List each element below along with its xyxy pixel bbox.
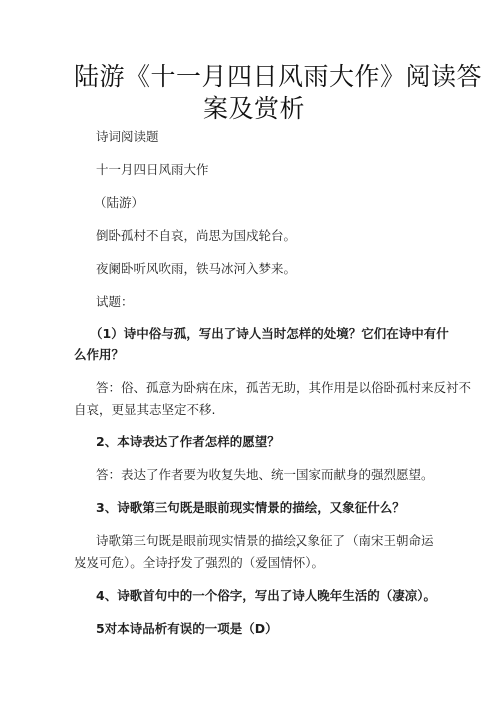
answer-3-line-1-part-1: 诗歌第三句既是眼前现实情景的描绘， <box>96 533 309 548</box>
question-1-line-1: （1）诗中俗与孤，写出了诗人当时怎样的处境？它们在诗中有什 <box>90 326 449 341</box>
question-2: 2、本诗表达了作者怎样的愿望？ <box>96 434 280 449</box>
section-label: 诗词阅读题 <box>96 129 159 144</box>
answer-3-line-1-part-2: 又象征了 <box>295 533 346 548</box>
answer-3-line-1-part-3: （南宋王朝命运 <box>346 533 434 548</box>
question-5: 5对本诗品析有误的一项是（D） <box>96 621 278 636</box>
poem-line-1: 倒卧孤村不自哀，尚思为国戍轮台。 <box>96 228 297 243</box>
document-title-line-2: 案及赏析 <box>203 94 306 123</box>
question-3: 3、诗歌第三句既是眼前现实情景的描绘，又象征什么？ <box>96 500 405 515</box>
answer-3-line-2: 岌岌可危）。全诗抒发了强烈的（爱国情怀）。 <box>74 555 325 570</box>
poem-line-2: 夜阑卧听风吹雨，铁马冰河入梦来。 <box>96 261 297 276</box>
poem-author: （陆游） <box>94 195 145 210</box>
answer-1-line-1: 答：俗、孤意为卧病在床，孤苦无助，其作用是以俗卧孤村来反衬不 <box>96 380 472 395</box>
question-1-line-2: 么作用？ <box>74 347 125 362</box>
document-title-line-1: 陆游《十一月四日风雨大作》阅读答 <box>74 62 483 91</box>
poem-title: 十一月四日风雨大作 <box>96 162 209 177</box>
answer-2: 答：表达了作者要为收复失地、统一国家而献身的强烈愿望。 <box>96 467 434 482</box>
answer-1-line-2: 自哀，更显其志坚定不移. <box>74 402 216 417</box>
question-4: 4、诗歌首句中的一个俗字，写出了诗人晚年生活的（凄凉）。 <box>96 588 436 603</box>
questions-label: 试题： <box>96 294 134 309</box>
